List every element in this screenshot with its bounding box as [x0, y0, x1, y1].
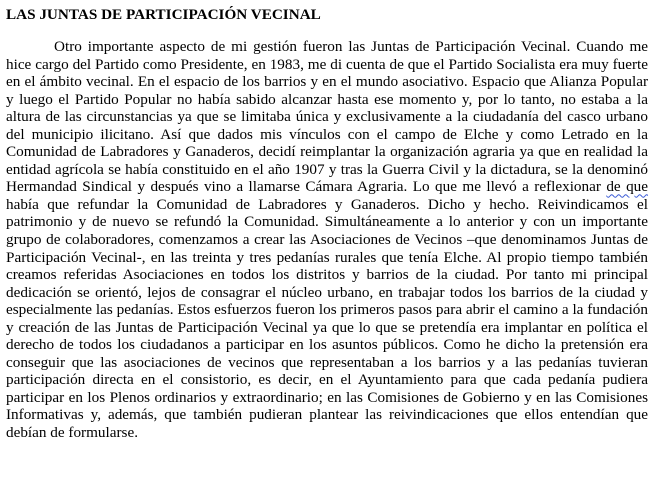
grammar-check-marked-word[interactable]: de que — [606, 178, 649, 196]
document-page — [6, 0, 648, 442]
body-paragraph — [6, 38, 648, 442]
paragraph-text-end: había que refundar la Comunidad de Labradores y Ganaderos. Dicho y hecho. Reivindicamos el patrimonio y de nuevo se refundó la Comunidad. Simultáneamente a lo anterior y con un importante grupo de colaboradores, comenzamos a crear las Asociaciones de Vecinos –que denominamos Juntas de Participación Vecinal-, en las treinta y tres pedanías rurales que tenía Elche. Al propio tiempo también creamos referidas Asociaciones en todos los distritos y barrios de la ciudad. Por tanto mi principal dedicación se orientó, lejos de consagrar el núcleo urbano, en trabajar todos los barrios de la ciudad y especialmente las pedanías. Estos esfuerzos fueron los primeros pasos para abrir el camino a la fundación y creación de las Juntas de Participación Vecinal ya que lo que se pretendía era implantar en política el derecho de todos los ciudadanos a participar en los asuntos públicos. Como he dicho la pretensión era conseguir que las asociaciones de vecinos que representaban a los barrios y a las pedanías tuvieran participación directa en el consistorio, es decir, en el Ayuntamiento para que cada pedanía pudiera participar en los Plenos ordinarios y extraordinario; en las Comisiones de Gobierno y en las Comisiones Informativas y, además, que también pudieran plantear las reivindicaciones que ellos entendían que debían de formularse. — [6, 195, 648, 442]
paragraph-text-start: Otro importante aspecto de mi gestión fueron las Juntas de Participación Vecinal. Cuando me hice cargo del Partido como Presidente, en 1983, me di cuenta de que el Partido Socialista era muy fuerte en el ámbito vecinal. En el espacio de los barrios y en el mundo asociativo. Espacio que Alianza Popular y luego el Partido Popular no había sabido alcanzar hasta ese momento y, por lo tanto, no estaba a la altura de las circunstancias ya que se limitaba única y exclusivamente a la ciudadanía del casco urbano del municipio ilicitano. Así que dados mis vínculos con el campo de Elche y como Letrado en la Comunidad de Labradores y Ganaderos, decidí reimplantar la organización agraria ya que en realidad la entidad agrícola se había constituido en el año 1907 y tras la Guerra Civil y la dictadura, se la denominó Hermandad Sindical y después vino a llamarse Cámara Agraria. Lo que me llevó a reflexionar — [6, 38, 648, 196]
document-title: LAS JUNTAS DE PARTICIPACIÓN VECINAL — [6, 6, 321, 23]
